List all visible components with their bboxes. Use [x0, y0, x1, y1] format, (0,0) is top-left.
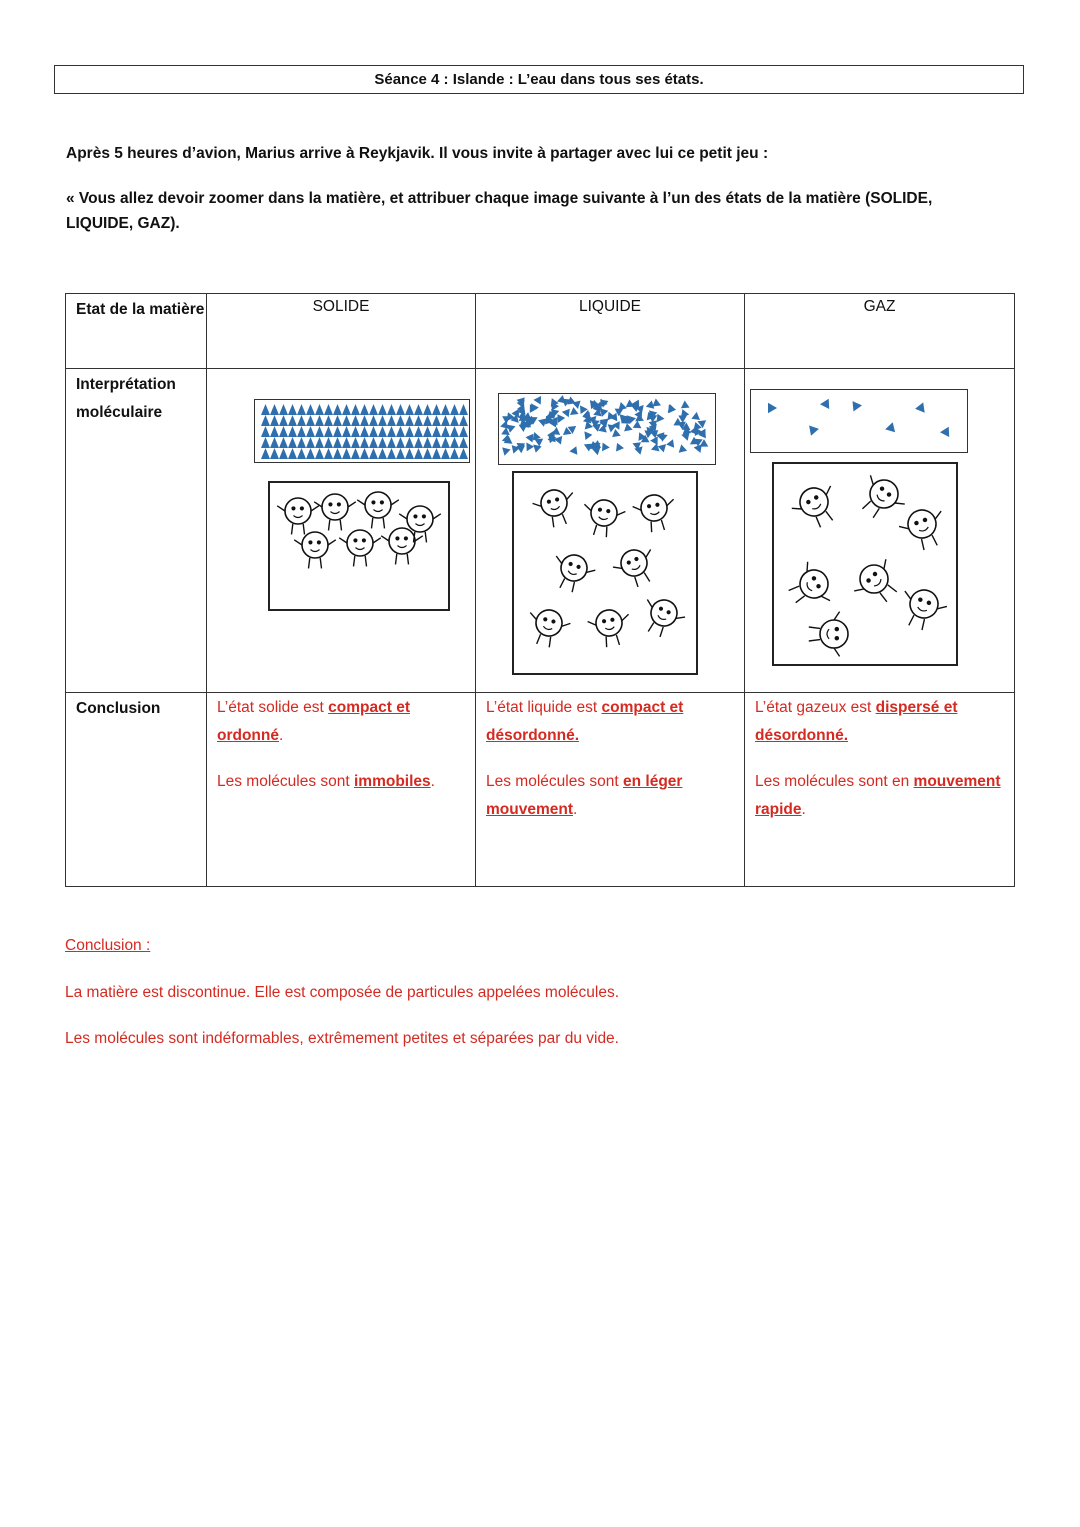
gas-conclusion-cell — [745, 693, 1015, 887]
liquid-molecule-cartoon-icon — [512, 471, 698, 675]
intro-line-1: Après 5 heures d’avion, Marius arrive à Reykjavik. Il vous invite à partager avec lui ce petit jeu : — [66, 145, 769, 162]
gas-molecule-cartoon-icon — [772, 462, 958, 666]
gas-conclusion-line-2: Les molécules sont en mouvement rapide. — [755, 773, 1001, 818]
column-header-liquide: LIQUIDE — [476, 294, 745, 369]
liquid-conclusion-line-1: L’état liquide est compact et désordonné. — [486, 699, 684, 744]
liquid-conclusion-cell — [476, 693, 745, 887]
final-conclusion-line-1: La matière est discontinue. Elle est composée de particules appelées molécules. — [65, 984, 620, 1001]
table-row — [66, 294, 1015, 369]
liquid-conclusion-line-2: Les molécules sont en léger mouvement. — [486, 773, 683, 818]
solid-images-cell — [207, 369, 476, 693]
solid-conclusion-cell — [207, 693, 476, 887]
column-header-gaz: GAZ — [745, 294, 1015, 369]
row-header-interpretation: Interprétation moléculaire — [66, 369, 207, 693]
final-conclusion-line-2: Les molécules sont indéformables, extrêmement petites et séparées par du vide. — [65, 1030, 619, 1047]
row-header-conclusion: Conclusion — [66, 693, 207, 887]
solid-conclusion-line-1: L’état solide est compact et ordonné. — [217, 699, 411, 744]
liquid-triangle-pattern-icon — [498, 393, 716, 465]
column-header-solide: SOLIDE — [207, 294, 476, 369]
solid-molecule-cartoon-icon — [268, 481, 450, 611]
gas-triangle-pattern-icon — [750, 389, 968, 453]
session-title: Séance 4 : Islande : L’eau dans tous ses états. — [54, 65, 1024, 94]
table-row — [66, 693, 1015, 887]
final-conclusion-title: Conclusion : — [65, 937, 151, 954]
states-of-matter-table — [65, 293, 1015, 887]
solid-conclusion-line-2: Les molécules sont immobiles. — [217, 773, 435, 790]
row-header-state: Etat de la matière — [66, 294, 207, 369]
liquid-images-cell — [476, 369, 745, 693]
gas-conclusion-line-1: L’état gazeux est dispersé et désordonné. — [755, 699, 958, 744]
gas-images-cell — [745, 369, 1015, 693]
solid-triangle-pattern-icon — [254, 399, 470, 463]
table-row — [66, 369, 1015, 693]
intro-line-2: « Vous allez devoir zoomer dans la matière, et attribuer chaque image suivante à l’un des états de la matière (SOLIDE, LIQUIDE, GAZ). — [66, 190, 933, 232]
